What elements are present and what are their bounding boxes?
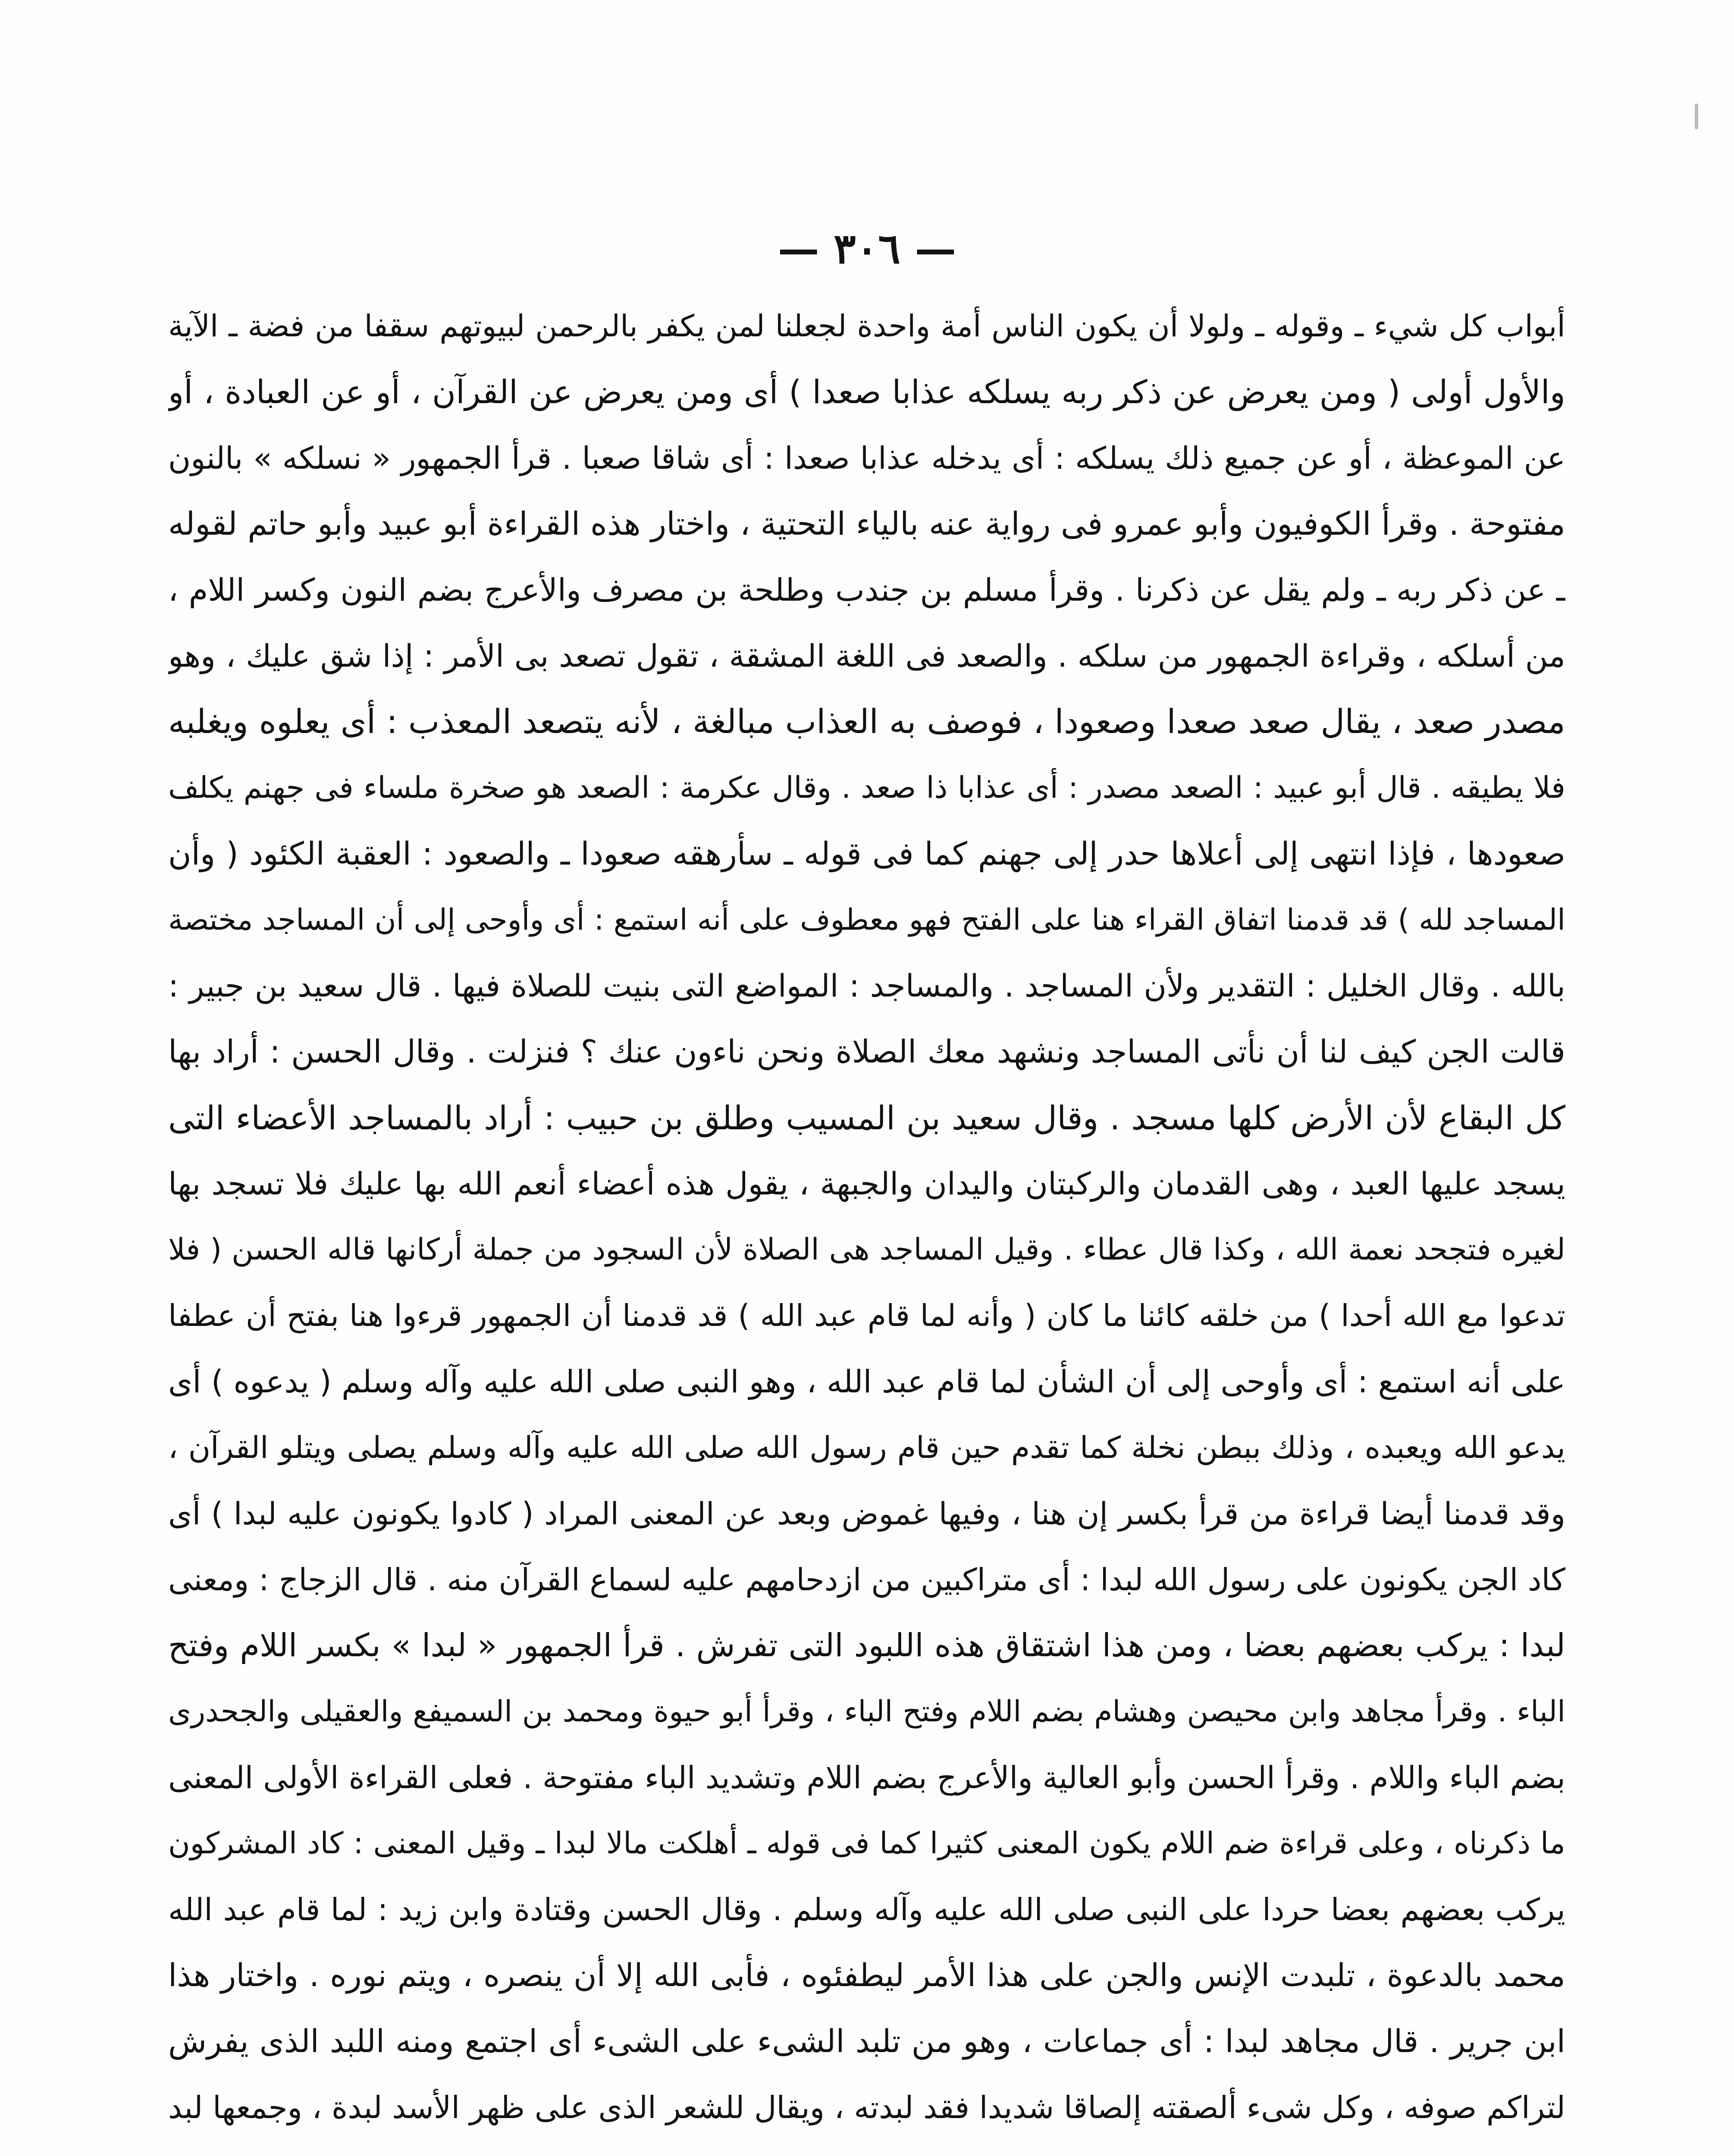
text-line-27: ابن جرير . قال مجاهد لبدا : أى جماعات ، وهو من تلبد الشىء على الشىء أى اجتمع ومنه اللبد الذى يفرش	[168, 2023, 1565, 2060]
text-line-6: من أسلكه ، وقراءة الجمهور من سلكه . والصعد فى اللغة المشقة ، تقول تصعد بى الأمر : إذا شق عليك ، وهو	[168, 638, 1565, 674]
text-line-23: بضم الباء واللام . وقرأ الحسن وأبو العالية والأعرج بضم اللام وتشديد الباء مفتوحة . فعلى القراءة الأولى المعنى	[168, 1760, 1565, 1796]
text-line-11: بالله . وقال الخليل : التقدير ولأن المساجد . والمساجد : المواضع التى بنيت للصلاة فيها . قال سعيد بن جبير :	[168, 968, 1565, 1004]
text-line-16: تدعوا مع الله أحدا ) من خلقه كائنا ما كان ( وأنه لما قام عبد الله ) قد قدمنا أن الجمهور قرءوا هنا بفتح أن عطفا	[168, 1298, 1565, 1333]
text-line-25: يركب بعضهم بعضا حردا على النبى صلى الله عليه وآله وسلم . وقال الحسن وقتادة وابن زيد : لما قام عبد الله	[168, 1892, 1565, 1927]
text-line-19: وقد قدمنا أيضا قراءة من قرأ بكسر إن هنا ، وفيها غموض وبعد عن المعنى المراد ( كادوا يكونون عليه لبدا ) أى	[168, 1496, 1565, 1532]
text-line-20: كاد الجن يكونون على رسول الله لبدا : أى متراكبين من ازدحامهم عليه لسماع القرآن منه . قال الزجاج : ومعنى	[168, 1562, 1565, 1598]
page-number: — ٣٠٦ —	[778, 224, 956, 273]
body-text	[168, 293, 1565, 2156]
text-line-22: الباء . وقرأ مجاهد وابن محيصن وهشام بضم اللام وفتح الباء ، وقرأ أبو حيوة ومحمد بن السميفع والعقيلى والجحدرى	[168, 1695, 1565, 1729]
text-line-3: عن الموعظة ، أو عن جميع ذلك يسلكه : أى يدخله عذابا صعدا : أى شاقا صعبا . قرأ الجمهور « نسلكه » بالنون	[168, 440, 1565, 476]
text-line-2: والأول أولى ( ومن يعرض عن ذكر ربه يسلكه عذابا صعدا ) أى ومن يعرض عن القرآن ، أو عن العبادة ، أو	[168, 373, 1565, 411]
text-line-15: لغيره فتجحد نعمة الله ، وكذا قال عطاء . وقيل المساجد هى الصلاة لأن السجود من جملة أركانها قاله الحسن ( فلا	[168, 1232, 1565, 1267]
text-line-17: على أنه استمع : أى وأوحى إلى أن الشأن لما قام عبد الله ، وهو النبى صلى الله عليه وآله وسلم ( يدعوه ) أى	[168, 1363, 1565, 1400]
text-line-9: صعودها ، فإذا انتهى إلى أعلاها حدر إلى جهنم كما فى قوله ـ سأرهقه صعودا ـ والصعود : العقبة الكئود ( وأن	[168, 836, 1565, 872]
text-line-10: المساجد لله ) قد قدمنا اتفاق القراء هنا على الفتح فهو معطوف على أنه استمع : أى وأوحى إلى أن المساجد مختصة	[168, 903, 1565, 937]
text-line-14: يسجد عليها العبد ، وهى القدمان والركبتان واليدان والجبهة ، يقول هذه أعضاء أنعم الله بها عليك فلا تسجد بها	[168, 1166, 1565, 1202]
text-line-4: مفتوحة . وقرأ الكوفيون وأبو عمرو فى رواية عنه بالياء التحتية ، واختار هذه القراءة أبو عبيد وأبو حاتم لقوله	[168, 505, 1565, 542]
text-line-18: يدعو الله ويعبده ، وذلك ببطن نخلة كما تقدم حين قام رسول الله صلى الله عليه وآله وسلم يصلى ويتلو القرآن ،	[168, 1430, 1565, 1465]
text-line-7: مصدر صعد ، يقال صعد صعدا وصعودا ، فوصف به العذاب مبالغة ، لأنه يتصعد المعذب : أى يعلوه ويغلبه	[168, 703, 1565, 741]
text-line-28: لتراكم صوفه ، وكل شىء ألصقته إلصاقا شديدا فقد لبدته ، ويقال للشعر الذى على ظهر الأسد لبدة ، وجمعها لبد	[168, 2090, 1565, 2125]
text-line-21: لبدا : يركب بعضهم بعضا ، ومن هذا اشتقاق هذه اللبود التى تفرش . قرأ الجمهور « لبدا » بكسر اللام وفتح	[168, 1627, 1565, 1664]
scan-mark	[1695, 103, 1698, 129]
text-line-29	[168, 2140, 1565, 2156]
text-line-24: ما ذكرناه ، وعلى قراءة ضم اللام يكون المعنى كثيرا كما فى قوله ـ أهلكت مالا لبدا ـ وقيل المعنى : كاد المشركون	[168, 1826, 1565, 1861]
text-line-1: أبواب كل شيء ـ وقوله ـ ولولا أن يكون الناس أمة واحدة لجعلنا لمن يكفر بالرحمن لبيوتهم سقفا من فضة ـ الآية	[168, 308, 1565, 344]
text-line-12: قالت الجن كيف لنا أن نأتى المساجد ونشهد معك الصلاة ونحن ناءون عنك ؟ فنزلت . وقال الحسن : أراد بها	[168, 1034, 1565, 1070]
text-line-5: ـ عن ذكر ربه ـ ولم يقل عن ذكرنا . وقرأ مسلم بن جندب وطلحة بن مصرف والأعرج بضم النون وكسر اللام ،	[168, 572, 1565, 608]
text-line-26: محمد بالدعوة ، تلبدت الإنس والجن على هذا الأمر ليطفئوه ، فأبى الله إلا أن ينصره ، ويتم نوره . واختار هذا	[168, 1957, 1565, 1994]
text-line-8: فلا يطيقه . قال أبو عبيد : الصعد مصدر : أى عذابا ذا صعد . وقال عكرمة : الصعد هو صخرة ملساء فى جهنم يكلف	[168, 771, 1565, 805]
text-line-13: كل البقاع لأن الأرض كلها مسجد . وقال سعيد بن المسيب وطلق بن حبيب : أراد بالمساجد الأعضاء التى	[168, 1099, 1565, 1137]
